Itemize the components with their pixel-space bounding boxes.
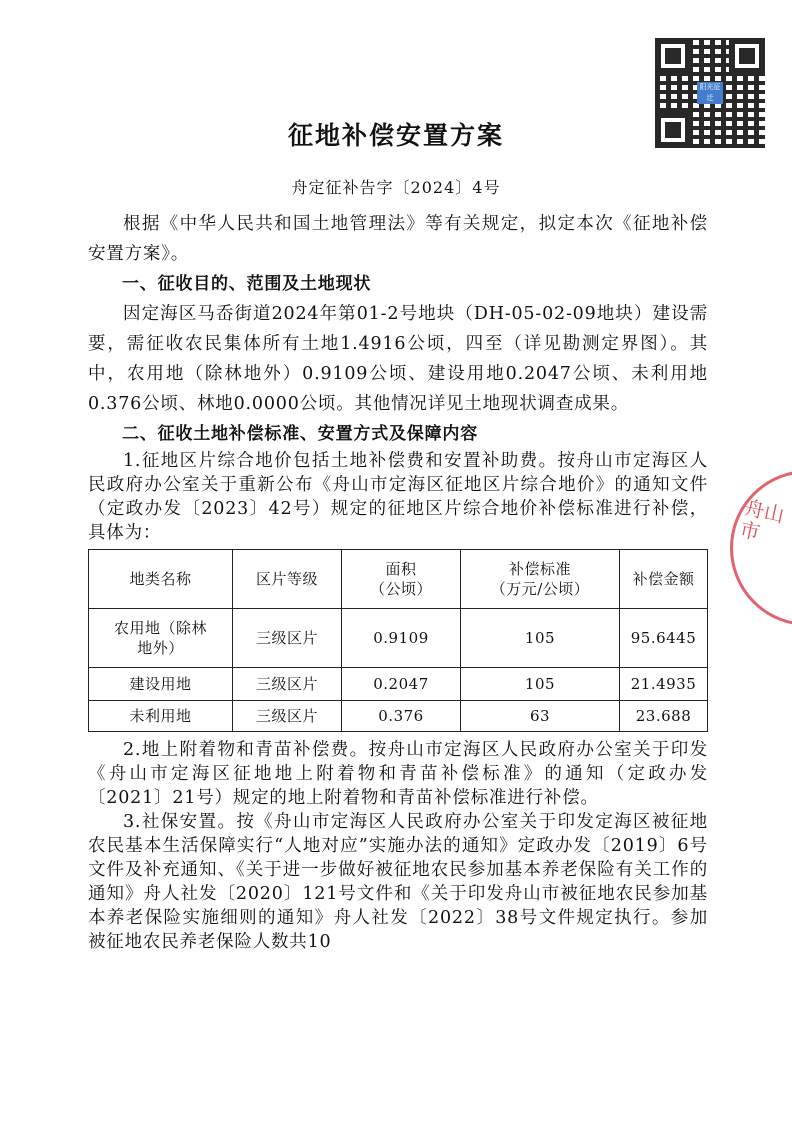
table-cell: 105 bbox=[461, 668, 620, 701]
col-header-standard: 补偿标准 （万元/公顷） bbox=[461, 550, 620, 609]
table-cell: 三级区片 bbox=[233, 668, 342, 701]
table-row bbox=[89, 668, 708, 701]
table-cell: 0.2047 bbox=[342, 668, 461, 701]
col-header-zone-grade: 区片等级 bbox=[233, 550, 342, 609]
table-cell: 0.9109 bbox=[342, 609, 461, 668]
col-header-area: 面积 （公顷） bbox=[342, 550, 461, 609]
table-cell: 建设用地 bbox=[89, 668, 233, 701]
qr-finder-top-left bbox=[655, 38, 691, 74]
table-row bbox=[89, 609, 708, 668]
table-cell: 23.688 bbox=[620, 701, 708, 732]
table-cell: 0.376 bbox=[342, 701, 461, 732]
paragraph-compensation-1: 1.征地区片综合地价包括土地补偿费和安置补助费。按舟山市定海区人民政府办公室关于重新公布《舟山市定海区征地区片综合地价》的通知文件（定政办发〔2023〕42号）规定的征地区片综合地价补偿标准进行补偿，具体为： bbox=[88, 451, 708, 543]
qr-finder-top-right bbox=[729, 38, 765, 74]
paragraph-compensation-2: 2.地上附着物和青苗补偿费。按舟山市定海区人民政府办公室关于印发《舟山市定海区征地地上附着物和青苗补偿标准》的通知（定政办发〔2021〕21号）规定的地上附着物和青苗补偿标准进行补偿。 bbox=[88, 740, 708, 808]
heading-section-1: 一、征收目的、范围及土地现状 bbox=[122, 274, 372, 294]
official-seal bbox=[730, 470, 792, 626]
col-header-amount: 补偿金额 bbox=[620, 550, 708, 609]
official-seal-text: 舟山市 bbox=[737, 495, 787, 545]
table-cell: 三级区片 bbox=[233, 609, 342, 668]
compensation-table bbox=[88, 549, 708, 732]
document-title: 征地补偿安置方案 bbox=[287, 121, 504, 150]
paragraph-intro: 根据《中华人民共和国土地管理法》等有关规定，拟定本次《征地补偿安置方案》。 bbox=[88, 214, 708, 264]
table-cell: 未利用地 bbox=[89, 701, 233, 732]
document-body bbox=[88, 209, 708, 954]
table-cell: 63 bbox=[461, 701, 620, 732]
table-row bbox=[89, 701, 708, 732]
table-cell: 农用地（除林 地外） bbox=[89, 609, 233, 668]
table-cell: 三级区片 bbox=[233, 701, 342, 732]
table-cell: 95.6445 bbox=[620, 609, 708, 668]
table-cell: 105 bbox=[461, 609, 620, 668]
document-number: 舟定征补告字〔2024〕4号 bbox=[291, 178, 501, 197]
qr-badge: 阳光征迁 bbox=[697, 82, 723, 104]
table-cell: 21.4935 bbox=[620, 668, 708, 701]
col-header-land-type: 地类名称 bbox=[89, 550, 233, 609]
heading-section-2: 二、征收土地补偿标准、安置方式及保障内容 bbox=[122, 424, 478, 444]
table-header-row bbox=[89, 550, 708, 609]
paragraph-section-1: 因定海区马岙街道2024年第01-2号地块（DH-05-02-09地块）建设需要，需征收农民集体所有土地1.4916公顷，四至（详见勘测定界图）。其中，农用地（除林地外）0.9109公顷、建设用地0.2047公顷、未利用地0.376公顷、林地0.0000公顷。其他情况详见土地现状调查成果。 bbox=[88, 304, 708, 414]
paragraph-compensation-3: 3.社保安置。按《舟山市定海区人民政府办公室关于印发定海区被征地农民基本生活保障实行“人地对应”实施办法的通知》定政办发〔2019〕6号文件及补充通知、《关于进一步做好被征地农民参加基本养老保险有关工作的通知》舟人社发〔2020〕121号文件和《关于印发舟山市被征地农民参加基本养老保险实施细则的通知》舟人社发〔2022〕38号文件规定执行。参加被征地农民养老保险人数共10 bbox=[88, 812, 708, 952]
